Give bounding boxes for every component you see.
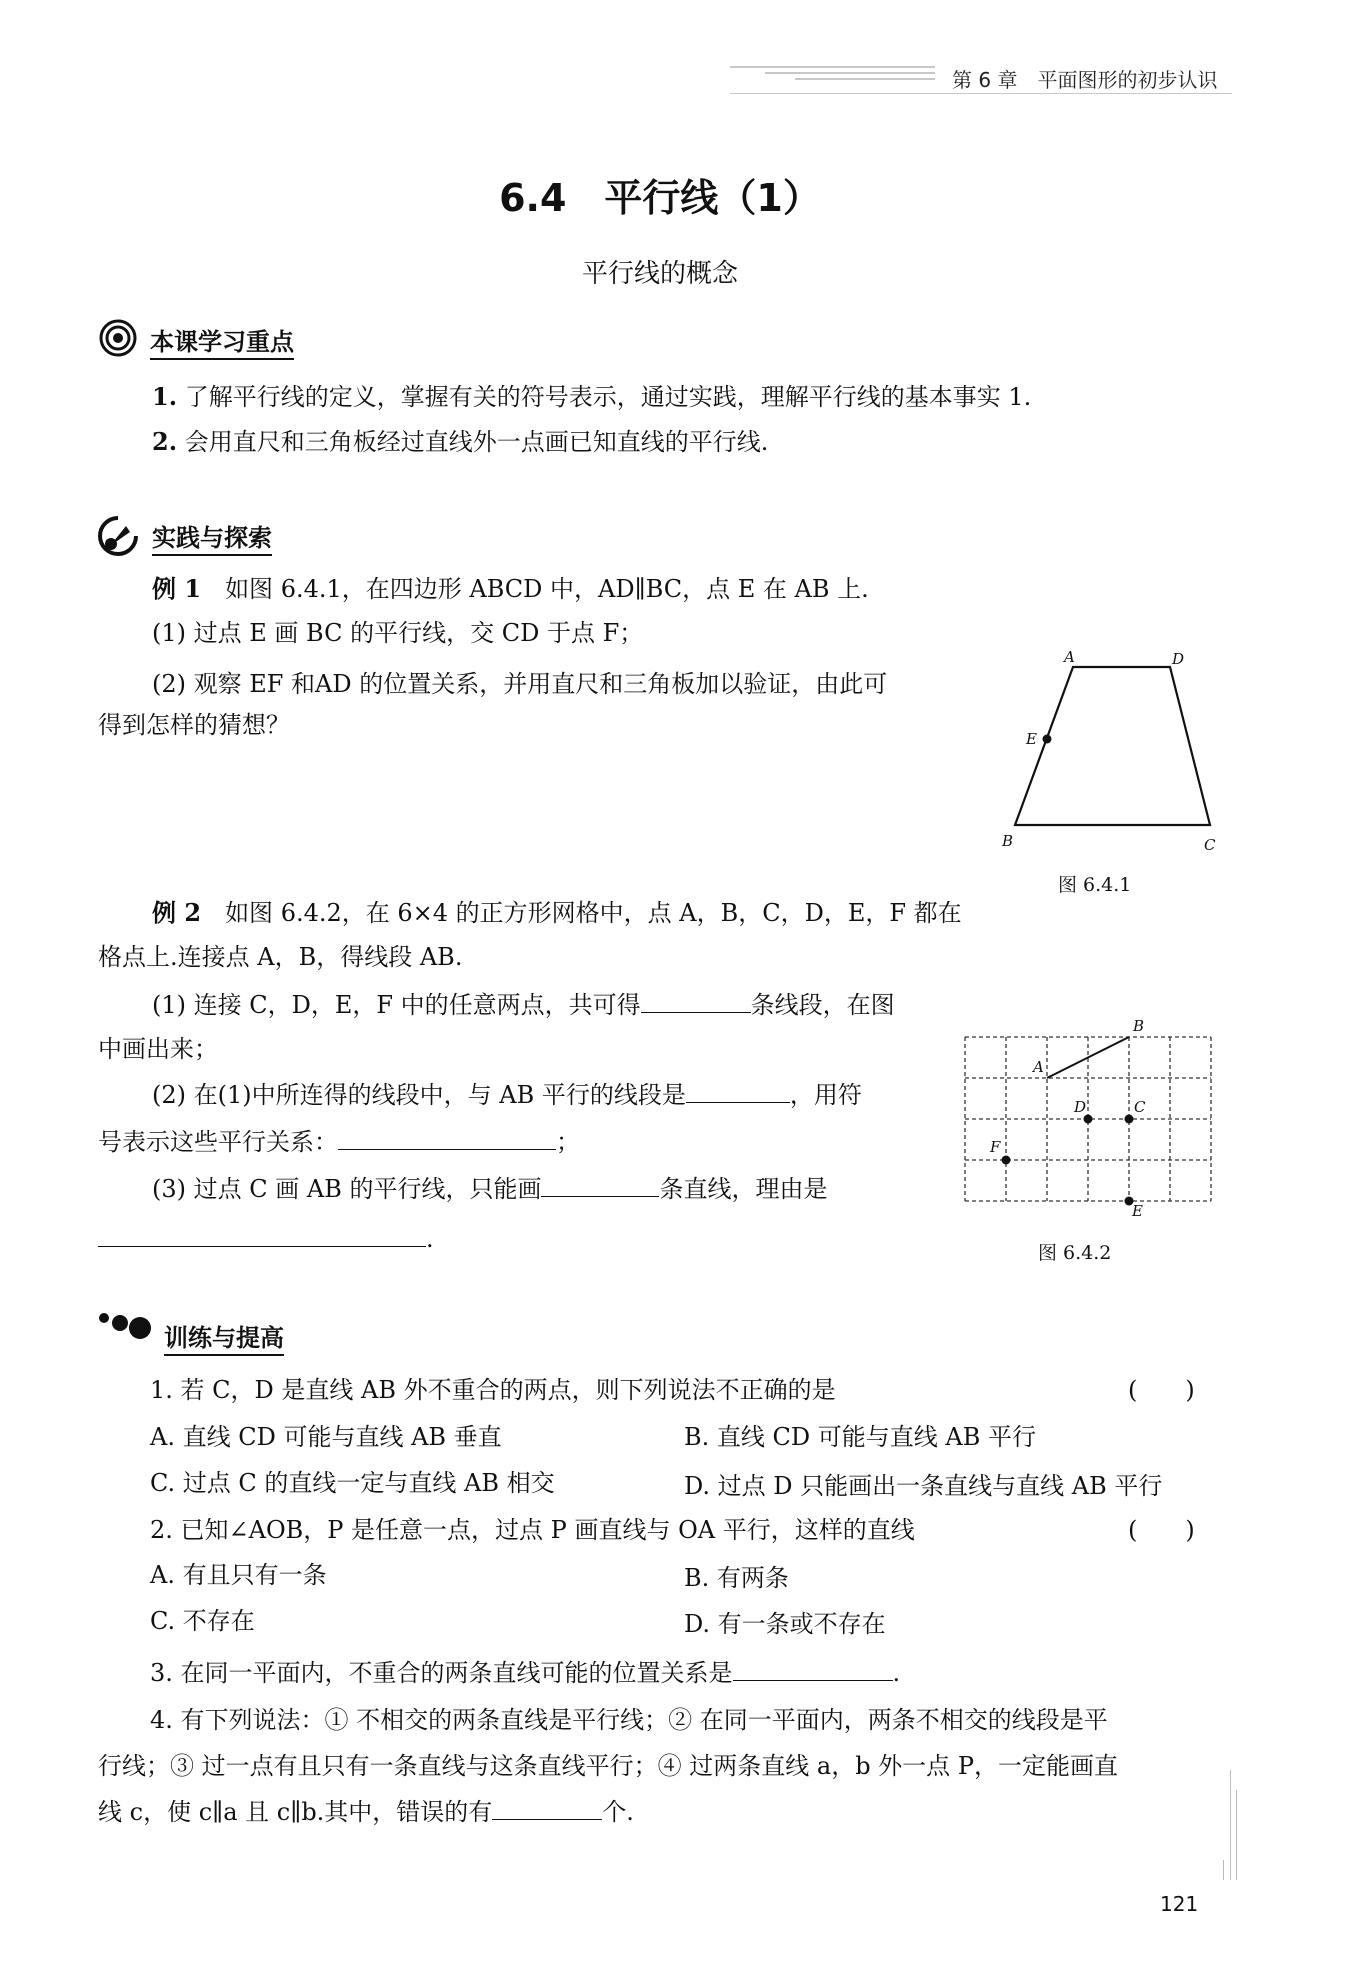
question-2-option-a: A. 有且只有一条 — [150, 1561, 327, 1589]
page-number: 121 — [1160, 1892, 1199, 1916]
question-2-stem: 2. 已知∠AOB，P 是任意一点，过点 P 画直线与 OA 平行，这样的直线 — [150, 1516, 915, 1544]
example-1-part-2-cont: 得到怎样的猜想？ — [98, 711, 290, 739]
point-c — [1125, 1115, 1134, 1124]
header-decoration — [730, 64, 935, 86]
trapezoid-abcd — [1015, 667, 1210, 825]
answer-blank-q4[interactable] — [492, 1797, 602, 1820]
answer-blank-5[interactable] — [98, 1224, 426, 1247]
fig2-label-b: B — [1133, 1017, 1145, 1035]
running-head: 第 6 章 平面图形的初步认识 — [952, 68, 1218, 92]
question-2-answer-paren[interactable]: ( ) — [1128, 1516, 1195, 1544]
answer-blank-3[interactable] — [338, 1127, 556, 1150]
fig1-label-c: C — [1204, 836, 1216, 854]
question-1-option-d: D. 过点 D 只能画出一条直线与直线 AB 平行 — [684, 1472, 1163, 1500]
example-2-part-1-cont: 中画出来； — [98, 1035, 218, 1063]
question-4-line-1: 4. 有下列说法：① 不相交的两条直线是平行线；② 在同一平面内，两条不相交的线段是平 — [150, 1706, 1108, 1734]
figure-6-4-1-caption: 图 6.4.1 — [1058, 874, 1132, 896]
section-heading-key-points: 本课学习重点 — [150, 322, 294, 357]
target-icon — [98, 318, 138, 362]
example-1-part-2: (2) 观察 EF 和AD 的位置关系，并用直尺和三角板加以验证，由此可 — [152, 670, 888, 698]
example-1-part-1: (1) 过点 E 画 BC 的平行线，交 CD 于点 F； — [152, 619, 644, 647]
fig1-label-a: A — [1064, 648, 1075, 666]
key-point-2: 2. 会用直尺和三角板经过直线外一点画已知直线的平行线. — [152, 427, 769, 456]
question-3: 3. 在同一平面内，不重合的两条直线可能的位置关系是 . — [150, 1659, 901, 1687]
section-heading-practice: 实践与探索 — [152, 518, 272, 553]
point-f — [1002, 1156, 1011, 1165]
point-e — [1043, 735, 1052, 744]
question-2-option-d: D. 有一条或不存在 — [684, 1610, 886, 1638]
question-4-line-2: 行线；③ 过一点有且只有一条直线与这条直线平行；④ 过两条直线 a，b 外一点 P，一定能画直 — [98, 1752, 1118, 1780]
fig1-label-b: B — [1002, 832, 1014, 850]
example-2-part-3: (3) 过点 C 画 AB 的平行线，只能画 条直线，理由是 — [152, 1175, 828, 1203]
example-2-part-2-cont: 号表示这些平行关系： ； — [98, 1128, 580, 1156]
fig2-label-a: A — [1033, 1058, 1044, 1076]
figure-6-4-2-caption: 图 6.4.2 — [1038, 1242, 1112, 1264]
fig2-label-f: F — [990, 1138, 1001, 1156]
fig2-label-e: E — [1132, 1202, 1143, 1220]
question-1-stem: 1. 若 C，D 是直线 AB 外不重合的两点，则下列说法不正确的是 — [150, 1376, 836, 1404]
example-2-part-1: (1) 连接 C，D，E，F 中的任意两点，共可得 条线段，在图 — [152, 991, 895, 1019]
fig2-label-c: C — [1134, 1098, 1146, 1116]
question-1-option-a: A. 直线 CD 可能与直线 AB 垂直 — [150, 1423, 502, 1451]
section-heading-training: 训练与提高 — [164, 1318, 284, 1353]
margin-decoration — [1230, 1770, 1231, 1880]
segment-ab — [1047, 1037, 1129, 1078]
example-2-part-3-cont: . — [98, 1222, 434, 1256]
practice-icon — [96, 514, 140, 562]
question-2-option-b: B. 有两条 — [684, 1564, 789, 1592]
question-4-line-3: 线 c，使 c∥a 且 c∥b.其中，错误的有 个. — [98, 1798, 634, 1826]
question-1-answer-paren[interactable]: ( ) — [1128, 1376, 1195, 1404]
example-1-intro: 例 1 如图 6.4.1，在四边形 ABCD 中，AD∥BC，点 E 在 AB 上. — [152, 574, 869, 603]
example-2-intro-cont: 格点上.连接点 A，B，得线段 AB. — [98, 943, 463, 971]
question-2-option-c: C. 不存在 — [150, 1607, 255, 1635]
page-subtitle: 平行线的概念 — [581, 259, 738, 289]
fig1-label-e: E — [1026, 730, 1037, 748]
answer-blank-2[interactable] — [686, 1080, 790, 1103]
margin-decoration — [1236, 1790, 1237, 1880]
header-rule — [730, 93, 1232, 94]
answer-blank-1[interactable] — [641, 990, 751, 1013]
figure-6-4-1 — [995, 645, 1235, 855]
example-2-intro: 例 2 如图 6.4.2，在 6×4 的正方形网格中，点 A，B，C，D，E，F 都在 — [152, 898, 962, 927]
answer-blank-4[interactable] — [541, 1174, 659, 1197]
fig2-label-d: D — [1074, 1098, 1087, 1116]
question-1-option-b: B. 直线 CD 可能与直线 AB 平行 — [684, 1423, 1036, 1451]
training-dots-icon — [96, 1306, 156, 1346]
question-1-option-c: C. 过点 C 的直线一定与直线 AB 相交 — [150, 1469, 555, 1497]
example-2-part-2: (2) 在(1)中所连得的线段中，与 AB 平行的线段是 ，用符 — [152, 1081, 862, 1109]
fig1-label-d: D — [1172, 650, 1185, 668]
answer-blank-q3[interactable] — [733, 1658, 893, 1681]
page-title: 6.4 平行线（1） — [499, 176, 821, 220]
figure-6-4-2 — [960, 1020, 1220, 1230]
key-point-1: 1. 了解平行线的定义，掌握有关的符号表示，通过实践，理解平行线的基本事实 1. — [152, 382, 1032, 411]
margin-decoration — [1223, 1860, 1224, 1880]
